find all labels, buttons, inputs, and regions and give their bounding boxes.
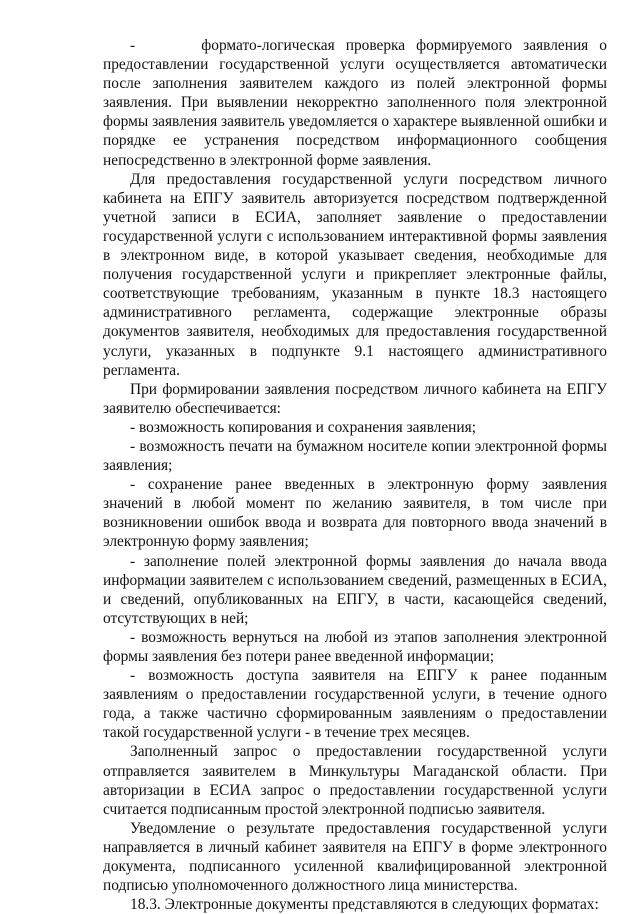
paragraph-request-sent: Заполненный запрос о предоставлении государственной услуги отправляется заявителем в Минкультуры Магаданской области. При авторизации в ЕСИА запрос о предоставлении государственной услуги считается подписанным простой электронной подписью заявителя.: [103, 743, 607, 818]
paragraph-format-logic-check: - формато-логическая проверка формируемого заявления о предоставлении государственной услуги осуществляется автоматически после заполнения заявителем каждого из полей электронной формы заявления. При выявлении некорректно заполненного поля электронной формы заявления заявитель уведомляется о характере выявленной ошибки и порядке ее устранения посредством информационного сообщения непосредственно в электронной форме заявления.: [103, 37, 607, 169]
list-item-access-previous: - возможность доступа заявителя на ЕПГУ к ранее поданным заявлениям о предоставлении государственной услуги, в течение одного года, а также частично сформированным заявлениям о предоставлении такой государственной услуги - в течение трех месяцев.: [103, 667, 607, 742]
paragraph-epgu-authorization: Для предоставления государственной услуги посредством личного кабинета на ЕПГУ заявитель авторизуется посредством подтвержденной учетной записи в ЕСИА, заполняет заявление о предоставлении государственной услуги с использованием интерактивной формы заявления в электронном виде, в которой указывает сведения, необходимые для получения государственной услуги и прикрепляет электронные файлы, соответствующие требованиям, указанным в пункте 18.3 настоящего административного регламента, содержащие электронные образы документов заявителя, необходимых для предоставления государственной услуги, указанных в подпункте 9.1 настоящего административного регламента.: [103, 170, 607, 379]
list-item-save-values: - сохранение ранее введенных в электронную форму заявления значений в любой момент по желанию заявителя, в том числе при возникновении ошибок ввода и возврата для повторного ввода значений в электронную форму заявления;: [103, 476, 607, 551]
paragraph-applicant-provided: При формировании заявления посредством личного кабинета на ЕПГУ заявителю обеспечивается:: [103, 380, 607, 417]
list-item-return-step: - возможность вернуться на любой из этапов заполнения электронной формы заявления без потери ранее введенной информации;: [103, 628, 607, 665]
paragraph-section-18-3: 18.3. Электронные документы представляются в следующих форматах:: [130, 896, 599, 914]
document-page: [103, 36, 607, 914]
paragraph-notification: Уведомление о результате предоставления государственной услуги направляется в личный кабинет заявителя на ЕПГУ в форме электронного документа, подписанного усиленной квалифицированной электронной подписью уполномоченного должностного лица министерства.: [103, 819, 607, 895]
list-item-prefill: - заполнение полей электронной формы заявления до начала ввода информации заявителем с использованием сведений, размещенных в ЕСИА, и сведений, опубликованных на ЕПГУ, в части, касающейся сведений, отсутствующих в ней;: [103, 552, 607, 627]
list-item-copy-save: - возможность копирования и сохранения заявления;: [130, 418, 476, 436]
list-item-print: - возможность печати на бумажном носителе копии электронной формы заявления;: [103, 437, 607, 475]
